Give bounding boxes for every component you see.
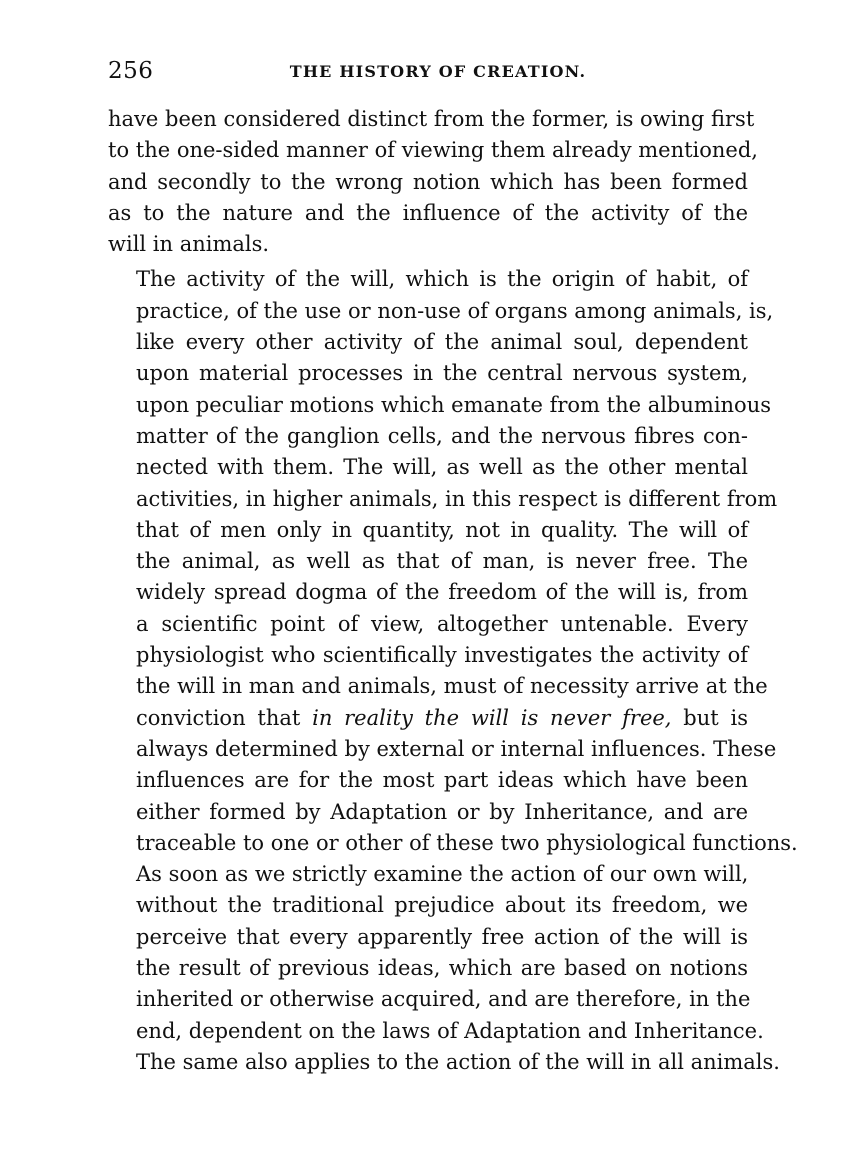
text-line: like every other activity of the animal soul, dependent xyxy=(136,330,748,355)
running-head: THE HISTORY OF CREATION. xyxy=(289,62,587,81)
text-line: traceable to one or other of these two physiological functions. xyxy=(136,830,798,855)
text-line: widely spread dogma of the freedom of the will is, from xyxy=(136,580,748,605)
paragraph-will-activity xyxy=(108,264,798,1078)
text-line: The activity of the will, which is the origin of habit, of xyxy=(136,267,748,292)
text-line: that of men only in quantity, not in quality. The will of xyxy=(136,517,748,542)
italic-emphasis: in reality the will is never free, xyxy=(312,705,672,730)
text-line: nected with them. The will, as well as the other mental xyxy=(136,455,748,480)
text-line: end, dependent on the laws of Adaptation and Inheritance. xyxy=(136,1018,764,1043)
text-line: The same also applies to the action of the will in all animals. xyxy=(136,1049,780,1074)
text-line: a scientific point of view, altogether untenable. Every xyxy=(136,611,748,636)
text-line: the result of previous ideas, which are based on notions xyxy=(136,956,748,981)
text-segment: but is xyxy=(671,705,748,730)
text-line: to the one-sided manner of viewing them already mentioned, xyxy=(108,138,758,163)
text-line: and secondly to the wrong notion which has been formed xyxy=(108,169,748,194)
text-line: the will in man and animals, must of necessity arrive at the xyxy=(136,674,768,699)
text-line: upon peculiar motions which emanate from the albuminous xyxy=(136,392,772,417)
text-line: activities, in higher animals, in this respect is different from xyxy=(136,486,778,511)
text-line: matter of the ganglion cells, and the nervous fibres con- xyxy=(136,423,748,448)
text-line: either formed by Adaptation or by Inheritance, and are xyxy=(136,799,748,824)
text-line: influences are for the most part ideas which have been xyxy=(136,768,748,793)
text-line: without the traditional prejudice about its freedom, we xyxy=(136,893,748,918)
text-line: perceive that every apparently free action of the will is xyxy=(136,924,748,949)
text-line: As soon as we strictly examine the action of our own will, xyxy=(136,862,749,887)
paragraph-continuation xyxy=(108,104,758,260)
text-line: physiologist who scientifically investigates the activity of xyxy=(136,643,748,668)
text-line: have been considered distinct from the former, is owing first xyxy=(108,107,755,131)
text-line: upon material processes in the central nervous system, xyxy=(136,361,748,386)
text-line: will in animals. xyxy=(108,232,270,257)
body-text xyxy=(108,104,798,1078)
page-header xyxy=(108,58,748,88)
text-line: always determined by external or internal influences. These xyxy=(136,736,777,761)
text-line-with-emphasis xyxy=(108,703,748,734)
text-segment: conviction that xyxy=(136,705,313,730)
text-line: inherited or otherwise acquired, and are therefore, in the xyxy=(136,987,751,1012)
text-line: practice, of the use or non-use of organs among animals, is, xyxy=(136,298,774,323)
page-number: 256 xyxy=(108,58,154,84)
text-line: the animal, as well as that of man, is never free. The xyxy=(136,549,748,574)
text-line: as to the nature and the influence of the activity of the xyxy=(108,200,748,225)
